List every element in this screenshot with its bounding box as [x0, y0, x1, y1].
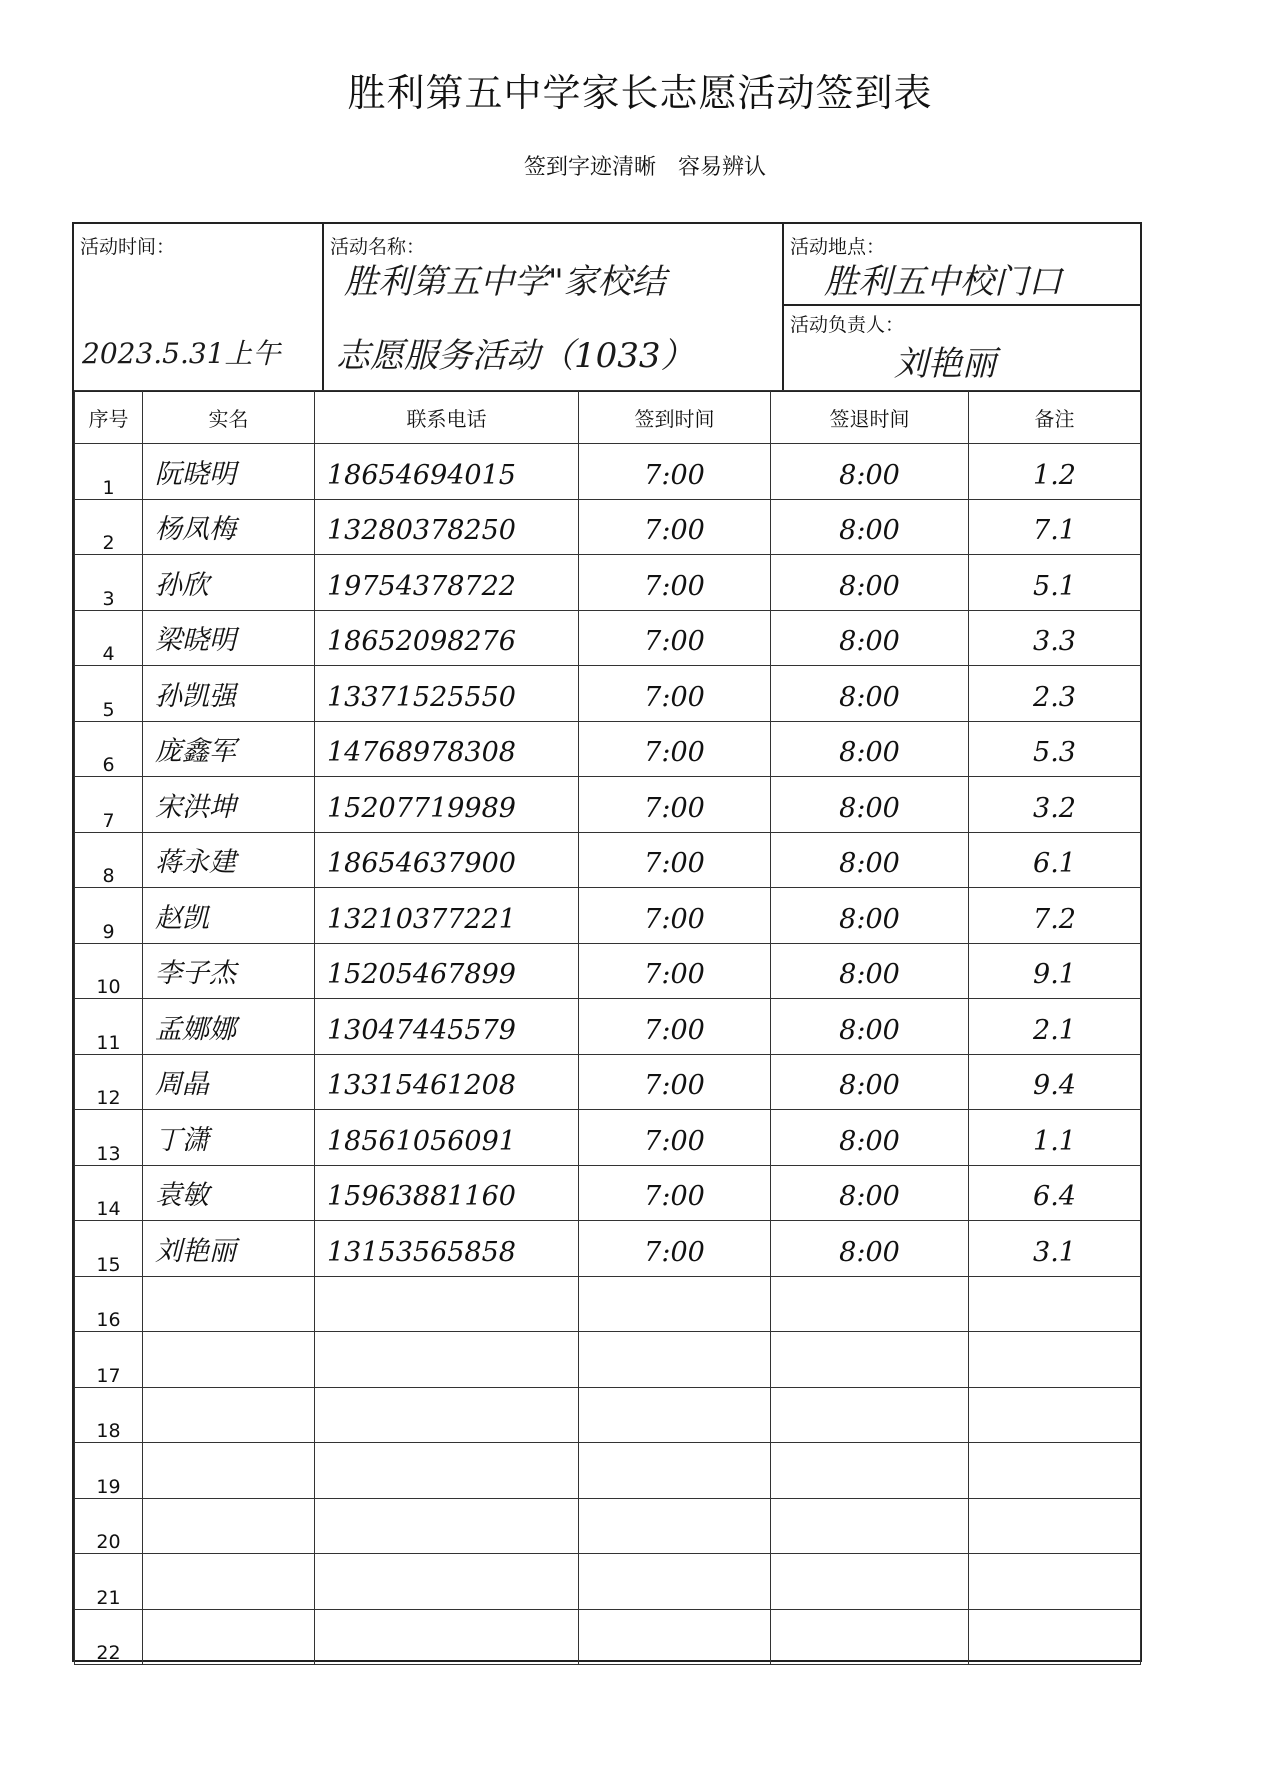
- row-sign-in-time: [579, 1656, 770, 1664]
- row-name-cell: [143, 777, 315, 833]
- info-divider: [784, 304, 1140, 306]
- row-phone-cell: [315, 1609, 579, 1665]
- row-sign-in-time-cell: [579, 1387, 771, 1443]
- row-sign-out-time: 8:00: [839, 1125, 900, 1157]
- activity-place-label: 活动地点：: [790, 236, 886, 258]
- row-sign-in-time: [579, 1490, 770, 1498]
- row-phone: [315, 1656, 578, 1664]
- row-phone: [315, 1601, 578, 1609]
- row-phone: 13315461208: [327, 1070, 516, 1101]
- row-note-cell: [969, 555, 1141, 611]
- row-name-cell: [143, 1332, 315, 1388]
- row-number-cell: 7: [75, 777, 143, 833]
- row-sign-in-time-cell: [579, 1554, 771, 1610]
- table-row: [75, 777, 1141, 833]
- row-sign-in-time: 7:00: [644, 792, 705, 824]
- row-sign-in-time-cell: [579, 1276, 771, 1332]
- row-sign-out-time: 8:00: [839, 737, 900, 768]
- row-name: [143, 1490, 314, 1498]
- row-sign-in-time: 7:00: [644, 903, 705, 935]
- row-sign-out-time-cell: [771, 1387, 969, 1443]
- row-sign-out-time-cell: [771, 610, 969, 666]
- row-sign-in-time: [579, 1434, 770, 1442]
- row-note: 7.2: [1033, 903, 1076, 935]
- row-number-cell: 18: [75, 1387, 143, 1443]
- row-sign-in-time-cell: [579, 1110, 771, 1166]
- row-name: 刘艳丽: [155, 1235, 236, 1267]
- table-row: [75, 1332, 1141, 1388]
- row-name-cell: [143, 1387, 315, 1443]
- row-phone: [315, 1545, 578, 1553]
- table-row: [75, 499, 1141, 555]
- row-name: [143, 1434, 314, 1442]
- row-number-cell: 15: [75, 1221, 143, 1277]
- row-note-cell: [969, 1443, 1141, 1499]
- row-sign-out-time: 8:00: [839, 959, 900, 990]
- row-phone-cell: [315, 1054, 579, 1110]
- table-row: [75, 1276, 1141, 1332]
- row-note: [969, 1490, 1140, 1498]
- row-note: 2.1: [1033, 1014, 1076, 1046]
- row-number-cell: 22: [75, 1609, 143, 1665]
- row-name-cell: [143, 1443, 315, 1499]
- row-phone: 18652098276: [327, 626, 516, 657]
- activity-name-label: 活动名称：: [330, 236, 426, 258]
- row-number-cell: 14: [75, 1165, 143, 1221]
- row-sign-out-time: 8:00: [839, 626, 900, 657]
- row-note-cell: [969, 444, 1141, 500]
- row-number-cell: 4: [75, 610, 143, 666]
- sign-in-sheet: [72, 222, 1142, 1662]
- row-name-cell: [143, 1054, 315, 1110]
- row-sign-out-time: 8:00: [839, 681, 900, 713]
- table-header-row: [75, 391, 1141, 444]
- row-sign-in-time: 7:00: [644, 1181, 705, 1212]
- row-name-cell: [143, 1276, 315, 1332]
- row-phone: [315, 1323, 578, 1331]
- table-row: [75, 1609, 1141, 1665]
- row-sign-out-time: 8:00: [839, 903, 900, 935]
- row-sign-in-time: [579, 1323, 770, 1331]
- row-sign-in-time: 7:00: [644, 1125, 705, 1157]
- row-phone-cell: [315, 610, 579, 666]
- row-sign-in-time-cell: [579, 666, 771, 722]
- row-sign-in-time-cell: [579, 1332, 771, 1388]
- row-note: 6.1: [1033, 848, 1076, 879]
- row-sign-out-time-cell: [771, 943, 969, 999]
- row-sign-in-time-cell: [579, 1609, 771, 1665]
- row-phone: 18654694015: [327, 459, 516, 491]
- row-sign-out-time: 8:00: [839, 1014, 900, 1046]
- row-phone: 15205467899: [327, 959, 516, 990]
- row-name-cell: [143, 444, 315, 500]
- row-note: 9.1: [1033, 959, 1076, 990]
- row-name: 梁晓明: [155, 625, 236, 656]
- table-row: [75, 1443, 1141, 1499]
- row-sign-in-time-cell: [579, 943, 771, 999]
- row-sign-out-time-cell: [771, 1110, 969, 1166]
- row-note: 5.3: [1033, 737, 1076, 768]
- row-note: 2.3: [1033, 681, 1076, 713]
- row-number-cell: 17: [75, 1332, 143, 1388]
- activity-name-line2: 志愿服务活动（1033）: [336, 336, 695, 376]
- row-phone-cell: [315, 1221, 579, 1277]
- row-name: 蒋永建: [155, 847, 236, 878]
- row-number-cell: 12: [75, 1054, 143, 1110]
- row-sign-in-time-cell: [579, 888, 771, 944]
- row-name: [143, 1323, 314, 1331]
- row-sign-in-time: 7:00: [644, 1014, 705, 1046]
- row-number-cell: 16: [75, 1276, 143, 1332]
- row-note: [969, 1434, 1140, 1442]
- activity-leader-value: 刘艳丽: [894, 344, 996, 384]
- row-sign-in-time-cell: [579, 444, 771, 500]
- row-sign-in-time: [579, 1379, 770, 1387]
- row-phone: 18561056091: [327, 1125, 516, 1157]
- table-row: [75, 444, 1141, 500]
- table-row: [75, 1554, 1141, 1610]
- row-sign-out-time: 8:00: [839, 570, 900, 602]
- row-sign-in-time: 7:00: [644, 959, 705, 990]
- row-phone-cell: [315, 1498, 579, 1554]
- row-sign-in-time: 7:00: [644, 459, 705, 491]
- row-sign-in-time: 7:00: [644, 848, 705, 879]
- row-name-cell: [143, 1609, 315, 1665]
- row-sign-out-time-cell: [771, 555, 969, 611]
- row-sign-out-time: [771, 1490, 968, 1498]
- row-name-cell: [143, 1221, 315, 1277]
- row-sign-in-time: [579, 1545, 770, 1553]
- activity-info: [74, 224, 1140, 392]
- row-phone-cell: [315, 943, 579, 999]
- row-note-cell: [969, 1276, 1141, 1332]
- row-phone-cell: [315, 999, 579, 1055]
- row-sign-out-time: 8:00: [839, 1181, 900, 1212]
- row-note: 3.2: [1033, 792, 1076, 824]
- row-sign-out-time-cell: [771, 1609, 969, 1665]
- row-phone-cell: [315, 721, 579, 777]
- table-row: [75, 1110, 1141, 1166]
- header-note: 备注: [969, 391, 1141, 444]
- row-note: [969, 1656, 1140, 1664]
- row-sign-out-time-cell: [771, 1276, 969, 1332]
- row-sign-out-time-cell: [771, 1498, 969, 1554]
- activity-time-label: 活动时间：: [80, 236, 176, 258]
- row-sign-out-time: 8:00: [839, 792, 900, 824]
- row-sign-in-time: 7:00: [644, 737, 705, 768]
- header-sign-in: 签到时间: [579, 391, 771, 444]
- row-name: 孙凯强: [155, 680, 236, 712]
- row-phone: [315, 1379, 578, 1387]
- row-sign-in-time-cell: [579, 999, 771, 1055]
- row-sign-out-time-cell: [771, 777, 969, 833]
- row-sign-out-time: [771, 1379, 968, 1387]
- row-phone-cell: [315, 1165, 579, 1221]
- row-phone-cell: [315, 666, 579, 722]
- row-phone-cell: [315, 777, 579, 833]
- row-number-cell: 2: [75, 499, 143, 555]
- row-name-cell: [143, 1498, 315, 1554]
- row-phone-cell: [315, 888, 579, 944]
- row-phone-cell: [315, 1554, 579, 1610]
- row-sign-out-time: 8:00: [839, 1070, 900, 1101]
- activity-time-cell: [74, 224, 324, 390]
- row-name-cell: [143, 1165, 315, 1221]
- table-row: [75, 610, 1141, 666]
- table-row: [75, 999, 1141, 1055]
- row-name-cell: [143, 943, 315, 999]
- row-number-cell: 11: [75, 999, 143, 1055]
- row-sign-out-time-cell: [771, 1443, 969, 1499]
- row-note-cell: [969, 1554, 1141, 1610]
- row-sign-out-time-cell: [771, 499, 969, 555]
- row-name: 李子杰: [155, 958, 236, 989]
- row-number-cell: 19: [75, 1443, 143, 1499]
- row-number-cell: 9: [75, 888, 143, 944]
- page-subtitle: 签到字迹清晰 容易辨认: [523, 155, 766, 180]
- table-row: [75, 832, 1141, 888]
- activity-leader-label: 活动负责人：: [790, 314, 905, 336]
- table-row: [75, 1221, 1141, 1277]
- row-name: 孙欣: [155, 569, 209, 601]
- activity-place-cell: [784, 224, 1140, 390]
- row-sign-out-time-cell: [771, 444, 969, 500]
- row-sign-out-time-cell: [771, 1221, 969, 1277]
- row-sign-in-time-cell: [579, 1165, 771, 1221]
- row-note-cell: [969, 1332, 1141, 1388]
- row-note-cell: [969, 1609, 1141, 1665]
- row-name-cell: [143, 832, 315, 888]
- row-note: 3.1: [1033, 1236, 1076, 1268]
- row-note: 3.3: [1033, 626, 1076, 657]
- row-phone: 19754378722: [327, 570, 516, 602]
- row-phone-cell: [315, 1110, 579, 1166]
- row-sign-out-time-cell: [771, 999, 969, 1055]
- row-phone: [315, 1434, 578, 1442]
- row-sign-out-time: 8:00: [839, 515, 900, 546]
- row-number-cell: 20: [75, 1498, 143, 1554]
- row-note-cell: [969, 1054, 1141, 1110]
- row-name-cell: [143, 666, 315, 722]
- row-note: [969, 1323, 1140, 1331]
- row-phone: 13210377221: [327, 903, 516, 935]
- row-phone-cell: [315, 1332, 579, 1388]
- row-note-cell: [969, 1221, 1141, 1277]
- row-sign-out-time-cell: [771, 888, 969, 944]
- table-row: [75, 888, 1141, 944]
- row-phone-cell: [315, 1276, 579, 1332]
- row-name: 赵凯: [155, 902, 209, 934]
- row-phone: 14768978308: [327, 737, 516, 768]
- row-name-cell: [143, 555, 315, 611]
- row-name: 丁潇: [155, 1124, 209, 1156]
- table-row: [75, 1387, 1141, 1443]
- row-note-cell: [969, 777, 1141, 833]
- row-sign-in-time-cell: [579, 610, 771, 666]
- row-note: 5.1: [1033, 570, 1076, 602]
- activity-place-value: 胜利五中校门口: [824, 262, 1062, 302]
- row-name: [143, 1656, 314, 1664]
- row-phone: 15207719989: [327, 792, 516, 824]
- row-note: 9.4: [1033, 1070, 1076, 1101]
- row-sign-out-time-cell: [771, 666, 969, 722]
- table-row: [75, 943, 1141, 999]
- row-sign-in-time: 7:00: [644, 1070, 705, 1101]
- row-phone: 13153565858: [327, 1236, 516, 1268]
- row-note-cell: [969, 610, 1141, 666]
- row-phone: 18654637900: [327, 848, 516, 879]
- row-sign-out-time: 8:00: [839, 459, 900, 491]
- page-title: 胜利第五中学家长志愿活动签到表: [347, 71, 933, 115]
- row-phone-cell: [315, 1443, 579, 1499]
- row-sign-in-time-cell: [579, 832, 771, 888]
- header-seq: 序号: [75, 391, 143, 444]
- row-sign-out-time: [771, 1656, 968, 1664]
- row-number-cell: 1: [75, 444, 143, 500]
- row-note: 6.4: [1033, 1181, 1076, 1212]
- row-phone: 13371525550: [327, 681, 516, 713]
- row-sign-in-time: 7:00: [644, 570, 705, 602]
- row-name-cell: [143, 888, 315, 944]
- row-note-cell: [969, 721, 1141, 777]
- row-note: [969, 1601, 1140, 1609]
- row-sign-in-time: 7:00: [644, 1236, 705, 1268]
- row-name-cell: [143, 999, 315, 1055]
- row-note-cell: [969, 1110, 1141, 1166]
- row-note-cell: [969, 1387, 1141, 1443]
- row-sign-out-time: [771, 1323, 968, 1331]
- row-phone: 13047445579: [327, 1014, 516, 1046]
- table-row: [75, 1054, 1141, 1110]
- row-name-cell: [143, 1554, 315, 1610]
- row-sign-in-time-cell: [579, 499, 771, 555]
- table-row: [75, 666, 1141, 722]
- row-note-cell: [969, 999, 1141, 1055]
- row-number-cell: 13: [75, 1110, 143, 1166]
- row-name: [143, 1601, 314, 1609]
- row-name: 宋洪坤: [155, 791, 236, 823]
- sign-in-table: [74, 390, 1141, 1665]
- row-name: 袁敏: [155, 1180, 209, 1211]
- table-row: [75, 555, 1141, 611]
- row-phone-cell: [315, 444, 579, 500]
- row-sign-out-time: [771, 1601, 968, 1609]
- row-note: [969, 1379, 1140, 1387]
- row-note-cell: [969, 1165, 1141, 1221]
- row-name: [143, 1379, 314, 1387]
- table-row: [75, 1498, 1141, 1554]
- row-note-cell: [969, 888, 1141, 944]
- row-name-cell: [143, 499, 315, 555]
- row-name: 阮晓明: [155, 458, 236, 490]
- row-sign-out-time-cell: [771, 1332, 969, 1388]
- row-note-cell: [969, 666, 1141, 722]
- row-phone-cell: [315, 555, 579, 611]
- row-sign-out-time-cell: [771, 721, 969, 777]
- row-number-cell: 21: [75, 1554, 143, 1610]
- row-sign-out-time-cell: [771, 1054, 969, 1110]
- header-phone: 联系电话: [315, 391, 579, 444]
- row-sign-in-time-cell: [579, 1498, 771, 1554]
- row-sign-out-time: 8:00: [839, 848, 900, 879]
- row-note: 1.2: [1033, 459, 1076, 491]
- activity-time-value: 2023.5.31上午: [82, 337, 281, 370]
- row-phone: 13280378250: [327, 515, 516, 546]
- row-sign-out-time-cell: [771, 832, 969, 888]
- row-number-cell: 6: [75, 721, 143, 777]
- header-sign-out: 签退时间: [771, 391, 969, 444]
- row-name: 庞鑫军: [155, 736, 236, 767]
- row-sign-in-time: 7:00: [644, 681, 705, 713]
- row-sign-in-time: 7:00: [644, 626, 705, 657]
- row-sign-in-time-cell: [579, 555, 771, 611]
- row-name: [143, 1545, 314, 1553]
- row-sign-in-time-cell: [579, 721, 771, 777]
- row-note-cell: [969, 943, 1141, 999]
- row-sign-out-time-cell: [771, 1165, 969, 1221]
- row-note-cell: [969, 832, 1141, 888]
- row-phone-cell: [315, 499, 579, 555]
- row-sign-out-time: 8:00: [839, 1236, 900, 1268]
- row-sign-in-time-cell: [579, 1221, 771, 1277]
- row-note: [969, 1545, 1140, 1553]
- row-sign-in-time-cell: [579, 1443, 771, 1499]
- row-sign-out-time: [771, 1434, 968, 1442]
- row-sign-out-time: [771, 1545, 968, 1553]
- row-name-cell: [143, 1110, 315, 1166]
- row-number-cell: 8: [75, 832, 143, 888]
- row-name: 孟娜娜: [155, 1013, 236, 1045]
- row-name: 杨凤梅: [155, 514, 236, 545]
- activity-name-line1: 胜利第五中学"家校结: [344, 262, 666, 302]
- row-sign-in-time: [579, 1601, 770, 1609]
- activity-name-cell: [324, 224, 784, 390]
- row-sign-out-time-cell: [771, 1554, 969, 1610]
- row-name-cell: [143, 721, 315, 777]
- row-number-cell: 10: [75, 943, 143, 999]
- row-phone-cell: [315, 1387, 579, 1443]
- row-sign-in-time-cell: [579, 777, 771, 833]
- row-phone: [315, 1490, 578, 1498]
- row-number-cell: 3: [75, 555, 143, 611]
- row-note-cell: [969, 1498, 1141, 1554]
- row-name: 周晶: [155, 1069, 209, 1100]
- row-note: 7.1: [1033, 515, 1076, 546]
- header-name: 实名: [143, 391, 315, 444]
- table-row: [75, 721, 1141, 777]
- row-name-cell: [143, 610, 315, 666]
- row-note-cell: [969, 499, 1141, 555]
- row-sign-in-time: 7:00: [644, 515, 705, 546]
- row-sign-in-time-cell: [579, 1054, 771, 1110]
- row-number-cell: 5: [75, 666, 143, 722]
- row-phone-cell: [315, 832, 579, 888]
- table-row: [75, 1165, 1141, 1221]
- row-phone: 15963881160: [327, 1181, 516, 1212]
- row-note: 1.1: [1033, 1125, 1076, 1157]
